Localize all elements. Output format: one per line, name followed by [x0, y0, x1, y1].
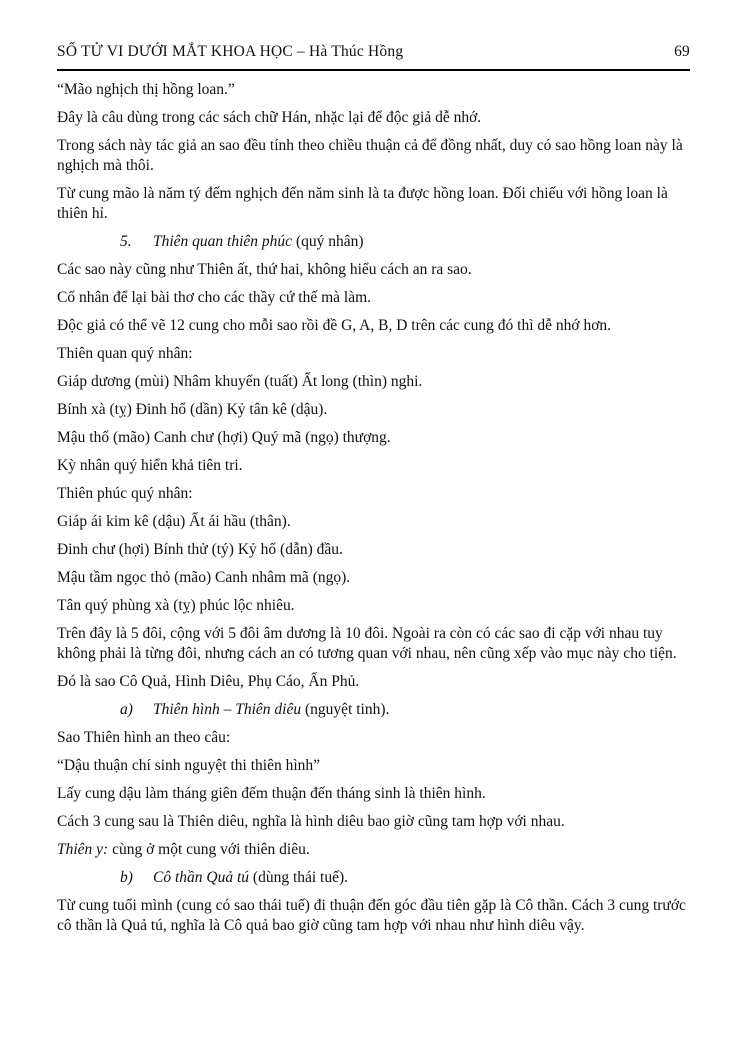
- paragraph: Tân quý phùng xà (tỵ) phúc lộc nhiêu.: [57, 597, 295, 614]
- paragraph: Đây là câu dùng trong các sách chữ Hán, nhặc lại để độc giả dễ nhớ.: [57, 109, 482, 126]
- heading-suffix: (nguyệt tinh).: [301, 701, 390, 718]
- paragraph: Từ cung tuổi mình (cung có sao thái tuế) đi thuận đến góc đầu tiên gặp là Cô thần. Cách 3 cung trước cô thần là Quả tú, nghĩa là Cô quả bao giờ cũng tam hợp với nhau như hình diêu vậy.: [57, 897, 686, 934]
- paragraph: [57, 840, 690, 860]
- page-header: [57, 42, 690, 62]
- paragraph: Trong sách này tác giả an sao đều tính theo chiều thuận cả để đồng nhất, duy có sao hồng loan này là nghịch mà thôi.: [57, 137, 683, 174]
- document-body: [57, 71, 690, 936]
- paragraph: Đó là sao Cô Quả, Hình Diêu, Phụ Cáo, Ấn Phủ.: [57, 673, 360, 690]
- paragraph: Độc giả có thể vẽ 12 cung cho mỗi sao rồi đề G, A, B, D trên các cung đó thì dễ nhớ hơn.: [57, 317, 612, 334]
- paragraph-rest: cùng ở một cung với thiên diêu.: [108, 841, 310, 858]
- paragraph: Từ cung mão là năm tý đếm nghịch đến năm sinh là ta được hồng loan. Đối chiếu với hồng loan là thiên hỉ.: [57, 185, 668, 222]
- section-heading-b: [57, 868, 690, 888]
- paragraph: Bính xà (tỵ) Đinh hổ (dần) Kỷ tân kê (dậu).: [57, 401, 328, 418]
- heading-number: b): [120, 869, 133, 886]
- paragraph: Đinh chư (hợi) Bính thử (tý) Kỷ hổ (dẫn) đầu.: [57, 541, 343, 558]
- section-heading-5: [57, 232, 690, 252]
- paragraph: Mậu tầm ngọc thỏ (mão) Canh nhâm mã (ngọ).: [57, 569, 351, 586]
- paragraph: Thiên phúc quý nhân:: [57, 485, 193, 502]
- paragraph: “Mão nghịch thị hồng loan.”: [57, 81, 235, 98]
- paragraph: Lấy cung dậu làm tháng giên đếm thuận đến tháng sinh là thiên hình.: [57, 785, 486, 802]
- paragraph: Các sao này cũng như Thiên ất, thứ hai, không hiểu cách an ra sao.: [57, 261, 472, 278]
- heading-suffix: (dùng thái tuế).: [249, 869, 349, 886]
- paragraph: Cổ nhân để lại bài thơ cho các thầy cứ thế mà làm.: [57, 289, 372, 306]
- heading-title: Cô thần Quả tú: [153, 869, 250, 886]
- paragraph-lead-italic: Thiên y:: [57, 841, 109, 858]
- heading-suffix: (quý nhân): [292, 233, 364, 250]
- heading-title: Thiên hình – Thiên diêu: [153, 701, 302, 718]
- paragraph: Mậu thổ (mão) Canh chư (hợi) Quý mã (ngọ) thượng.: [57, 429, 391, 446]
- paragraph: Kỳ nhân quý hiển khả tiên tri.: [57, 457, 243, 474]
- heading-title: Thiên quan thiên phúc: [153, 233, 293, 250]
- paragraph: Sao Thiên hình an theo câu:: [57, 729, 231, 746]
- paragraph: Thiên quan quý nhân:: [57, 345, 193, 362]
- heading-number: 5.: [120, 233, 132, 250]
- paragraph: “Dậu thuận chí sinh nguyệt thi thiên hình”: [57, 757, 321, 774]
- paragraph: Trên đây là 5 đôi, cộng với 5 đôi âm dương là 10 đôi. Ngoài ra còn có các sao đi cặp với nhau tuy không phải là từng đôi, nhưng cách an có tương quan với nhau, nên cũng xếp vào mục này cho tiện.: [57, 625, 677, 662]
- paragraph: Giáp ái kim kê (dậu) Ất ái hầu (thân).: [57, 513, 291, 530]
- heading-number: a): [120, 701, 133, 718]
- paragraph: Cách 3 cung sau là Thiên diêu, nghĩa là hình diêu bao giờ cũng tam hợp với nhau.: [57, 813, 565, 830]
- section-heading-a: [57, 700, 690, 720]
- header-page-number: 69: [674, 43, 690, 60]
- paragraph: Giáp dương (mùi) Nhâm khuyển (tuất) Ất long (thìn) nghi.: [57, 373, 423, 390]
- header-title: SỐ TỬ VI DƯỚI MẮT KHOA HỌC – Hà Thúc Hồng: [57, 43, 404, 60]
